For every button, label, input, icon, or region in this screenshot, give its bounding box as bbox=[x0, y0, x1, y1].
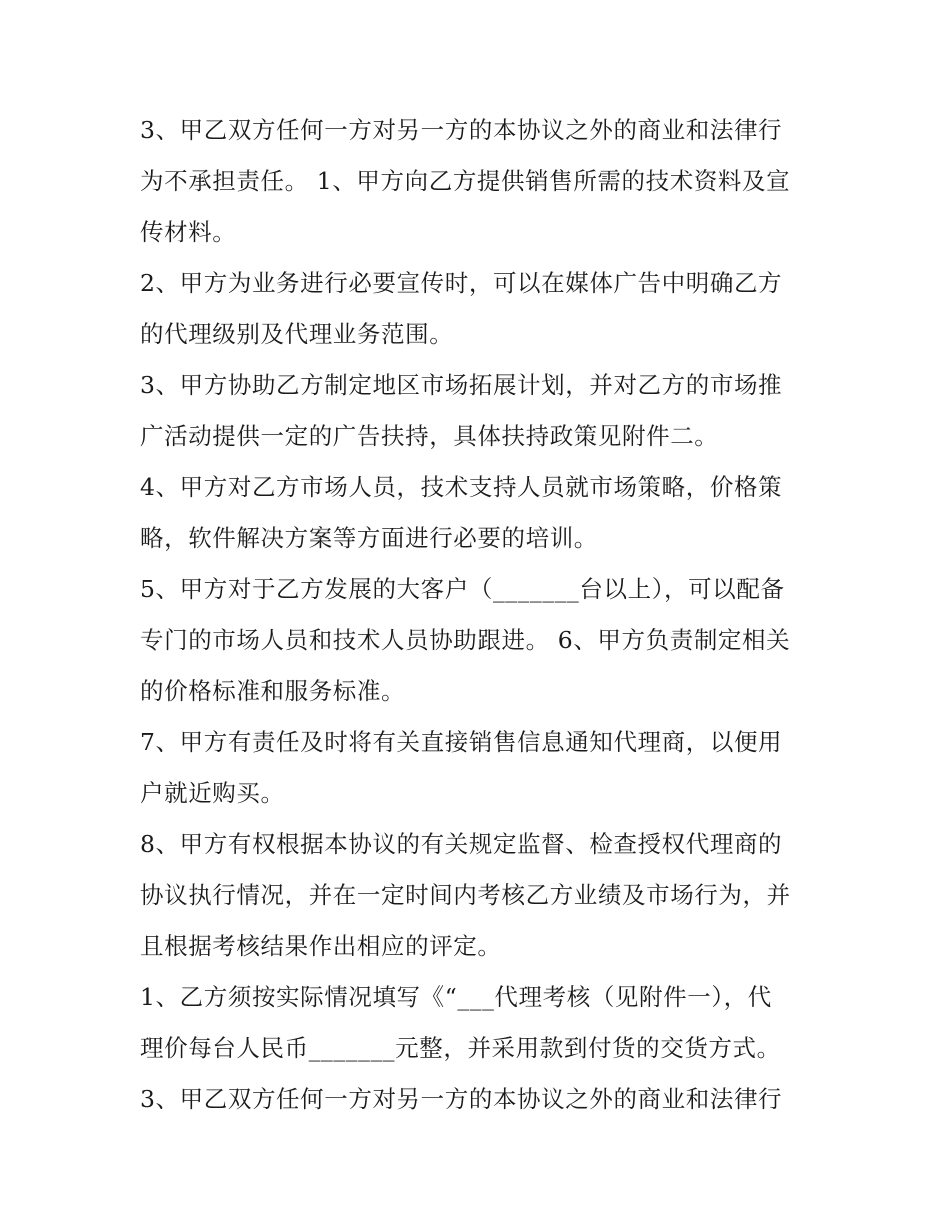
text-line: 7、甲方有责任及时将有关直接销售信息通知代理商，以便用 bbox=[140, 728, 783, 756]
text-line: 协议执行情况，并在一定时间内考核乙方业绩及市场行为，并 bbox=[140, 881, 791, 909]
text-line: 理价每台人民币_______元整，并采用款到付货的交货方式。 bbox=[140, 1034, 781, 1062]
text-line: 广活动提供一定的广告扶持，具体扶持政策见附件二。 bbox=[140, 422, 719, 450]
text-line: 且根据考核结果作出相应的评定。 bbox=[140, 932, 502, 960]
text-line: 户就近购买。 bbox=[140, 779, 285, 807]
text-line: 的代理级别及代理业务范围。 bbox=[140, 320, 454, 348]
text-line: 4、甲方对乙方市场人员，技术支持人员就市场策略，价格策 bbox=[140, 473, 783, 501]
text-line: 专门的市场人员和技术人员协助跟进。 6、甲方负责制定相关 bbox=[140, 626, 791, 654]
text-line: 5、甲方对于乙方发展的大客户（_______台以上），可以配备 bbox=[140, 575, 785, 603]
text-line: 3、甲乙双方任何一方对另一方的本协议之外的商业和法律行 bbox=[140, 116, 783, 144]
text-line: 略，软件解决方案等方面进行必要的培训。 bbox=[140, 524, 598, 552]
text-line: 1、乙方须按实际情况填写《“___代理考核（见附件一），代 bbox=[140, 983, 772, 1011]
document-body bbox=[140, 105, 820, 1125]
text-line: 2、甲方为业务进行必要宣传时，可以在媒体广告中明确乙方 bbox=[140, 269, 783, 297]
text-line: 为不承担责任。 1、甲方向乙方提供销售所需的技术资料及宣 bbox=[140, 167, 791, 195]
text-line: 的价格标准和服务标准。 bbox=[140, 677, 406, 705]
text-line: 3、甲乙双方任何一方对另一方的本协议之外的商业和法律行 bbox=[140, 1085, 783, 1113]
text-line: 8、甲方有权根据本协议的有关规定监督、检查授权代理商的 bbox=[140, 830, 783, 858]
text-line: 3、甲方协助乙方制定地区市场拓展计划，并对乙方的市场推 bbox=[140, 371, 783, 399]
text-line: 传材料。 bbox=[140, 218, 237, 246]
